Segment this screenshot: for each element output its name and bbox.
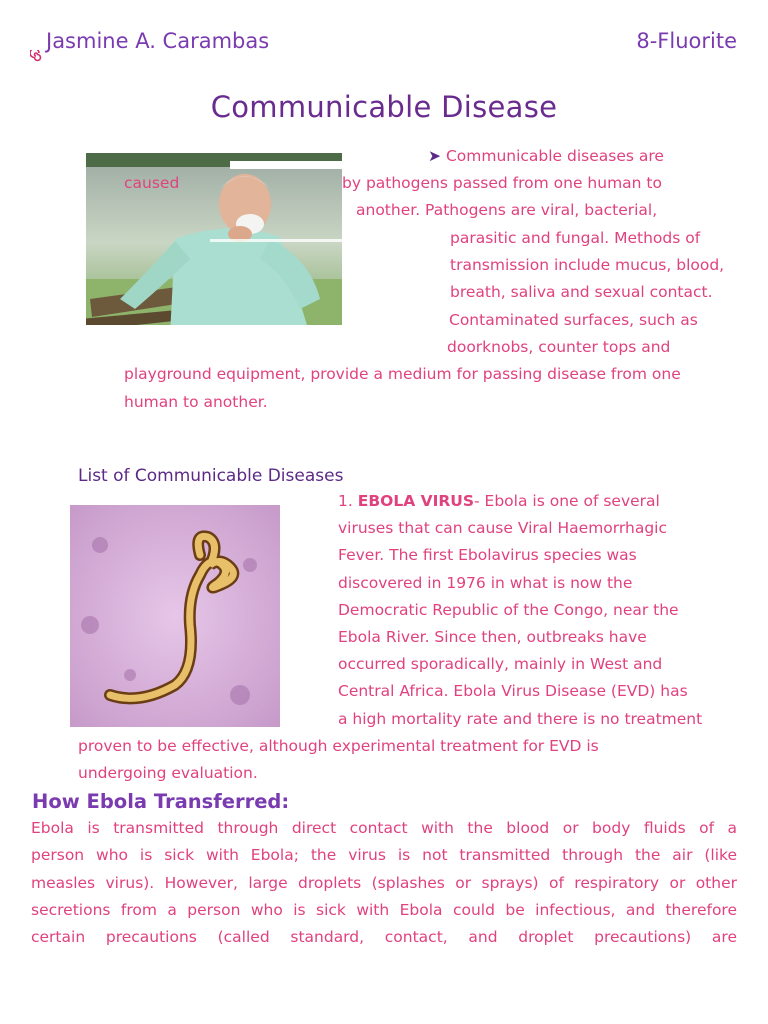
- ebola-line-1-text: - Ebola is one of several: [474, 492, 660, 510]
- ebola-name: EBOLA VIRUS: [357, 492, 475, 510]
- intro-line-11: human to another.: [124, 393, 268, 411]
- ebola-line-6: Ebola River. Since then, outbreaks have: [338, 628, 647, 646]
- how-line-2: person who is sick with Ebola; the virus is not transmitted through the air (like: [31, 846, 737, 864]
- how-line-1: Ebola is transmitted through direct contact with the blood or body fluids of a: [31, 819, 737, 837]
- ebola-number: 1.: [338, 492, 353, 510]
- ebola-line-7: occurred sporadically, mainly in West and: [338, 655, 663, 673]
- list-heading: List of Communicable Diseases: [78, 466, 344, 486]
- class-section: 8-Fluorite: [636, 29, 737, 53]
- ebola-line-11: undergoing evaluation.: [78, 764, 258, 782]
- ebola-line-10: proven to be effective, although experimental treatment for EVD is: [78, 737, 599, 755]
- ebola-line-5: Democratic Republic of the Congo, near the: [338, 601, 679, 619]
- how-line-4: secretions from a person who is sick with Ebola could be infectious, and therefore: [31, 901, 737, 919]
- how-line-3: measles virus). However, large droplets (splashes or sprays) of respiratory or other: [31, 874, 737, 892]
- swirl-icon: [30, 48, 42, 66]
- ebola-virus-image: [70, 505, 280, 727]
- how-ebola-heading: How Ebola Transferred:: [32, 790, 290, 813]
- intro-line-4: another. Pathogens are viral, bacterial,: [356, 201, 658, 219]
- intro-line-8: Contaminated surfaces, such as: [449, 311, 698, 329]
- ebola-line-9: a high mortality rate and there is no treatment: [338, 710, 703, 728]
- how-line-5: certain precautions (called standard, contact, and droplet precautions) are: [31, 928, 737, 946]
- intro-line-2: caused: [124, 174, 180, 192]
- intro-line-7: breath, saliva and sexual contact.: [450, 283, 713, 301]
- intro-line-1: ➤ Communicable diseases are: [428, 147, 664, 165]
- author-name: Jasmine A. Carambas: [46, 29, 270, 53]
- intro-line-5: parasitic and fungal. Methods of: [450, 229, 701, 247]
- page-title: Communicable Disease: [210, 90, 558, 124]
- sick-man-photo: [80, 149, 348, 335]
- intro-line-6: transmission include mucus, blood,: [450, 256, 725, 274]
- ebola-line-8: Central Africa. Ebola Virus Disease (EVD) has: [338, 682, 688, 700]
- ebola-line-1: [338, 488, 660, 515]
- ebola-line-4: discovered in 1976 in what is now the: [338, 574, 633, 592]
- ebola-line-3: Fever. The first Ebolavirus species was: [338, 546, 637, 564]
- intro-line-3: by pathogens passed from one human to: [342, 174, 662, 192]
- ebola-line-2: viruses that can cause Viral Haemorrhagic: [338, 519, 667, 537]
- intro-line-9: doorknobs, counter tops and: [447, 338, 671, 356]
- intro-line-10: playground equipment, provide a medium for passing disease from one: [124, 365, 681, 383]
- arrow-bullet-icon: ➤: [428, 147, 441, 165]
